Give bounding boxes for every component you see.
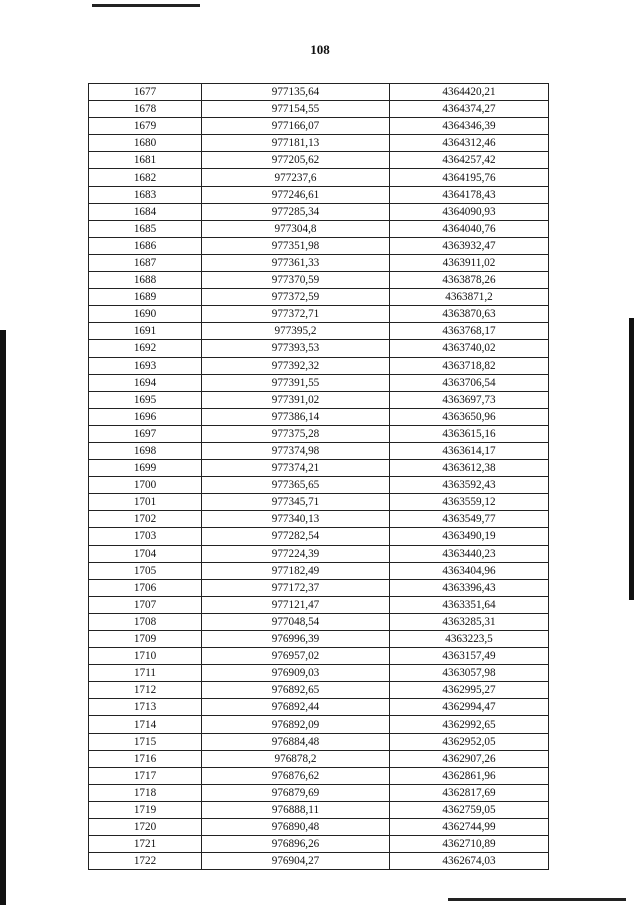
table-row bbox=[89, 425, 549, 442]
y-coordinate-cell: 4364040,76 bbox=[390, 220, 549, 237]
x-coordinate-cell: 977166,07 bbox=[202, 118, 390, 135]
scan-artifact-left-edge bbox=[0, 330, 6, 905]
point-number-cell: 1718 bbox=[89, 784, 202, 801]
x-coordinate-cell: 977135,64 bbox=[202, 84, 390, 101]
point-number-cell: 1702 bbox=[89, 511, 202, 528]
table-row bbox=[89, 442, 549, 459]
table-row bbox=[89, 801, 549, 818]
y-coordinate-cell: 4362710,89 bbox=[390, 836, 549, 853]
table-row bbox=[89, 733, 549, 750]
table-row bbox=[89, 545, 549, 562]
x-coordinate-cell: 977391,55 bbox=[202, 374, 390, 391]
coordinates-table bbox=[88, 83, 549, 870]
point-number-cell: 1715 bbox=[89, 733, 202, 750]
table-row bbox=[89, 784, 549, 801]
point-number-cell: 1713 bbox=[89, 699, 202, 716]
table-row bbox=[89, 135, 549, 152]
y-coordinate-cell: 4364257,42 bbox=[390, 152, 549, 169]
point-number-cell: 1689 bbox=[89, 289, 202, 306]
x-coordinate-cell: 977392,32 bbox=[202, 357, 390, 374]
point-number-cell: 1696 bbox=[89, 408, 202, 425]
table-row bbox=[89, 323, 549, 340]
point-number-cell: 1710 bbox=[89, 648, 202, 665]
point-number-cell: 1707 bbox=[89, 596, 202, 613]
y-coordinate-cell: 4363932,47 bbox=[390, 237, 549, 254]
point-number-cell: 1677 bbox=[89, 84, 202, 101]
y-coordinate-cell: 4363559,12 bbox=[390, 494, 549, 511]
table-row bbox=[89, 682, 549, 699]
point-number-cell: 1691 bbox=[89, 323, 202, 340]
table-row bbox=[89, 186, 549, 203]
table-row bbox=[89, 237, 549, 254]
point-number-cell: 1705 bbox=[89, 562, 202, 579]
point-number-cell: 1681 bbox=[89, 152, 202, 169]
y-coordinate-cell: 4364195,76 bbox=[390, 169, 549, 186]
y-coordinate-cell: 4363351,64 bbox=[390, 596, 549, 613]
y-coordinate-cell: 4363440,23 bbox=[390, 545, 549, 562]
table-row bbox=[89, 254, 549, 271]
y-coordinate-cell: 4362674,03 bbox=[390, 853, 549, 870]
x-coordinate-cell: 976879,69 bbox=[202, 784, 390, 801]
x-coordinate-cell: 977205,62 bbox=[202, 152, 390, 169]
point-number-cell: 1688 bbox=[89, 272, 202, 289]
table-row bbox=[89, 665, 549, 682]
y-coordinate-cell: 4362744,99 bbox=[390, 819, 549, 836]
y-coordinate-cell: 4362907,26 bbox=[390, 750, 549, 767]
x-coordinate-cell: 977372,59 bbox=[202, 289, 390, 306]
y-coordinate-cell: 4364346,39 bbox=[390, 118, 549, 135]
table-row bbox=[89, 357, 549, 374]
point-number-cell: 1706 bbox=[89, 579, 202, 596]
table-row bbox=[89, 203, 549, 220]
point-number-cell: 1704 bbox=[89, 545, 202, 562]
y-coordinate-cell: 4362994,47 bbox=[390, 699, 549, 716]
x-coordinate-cell: 976878,2 bbox=[202, 750, 390, 767]
point-number-cell: 1693 bbox=[89, 357, 202, 374]
point-number-cell: 1711 bbox=[89, 665, 202, 682]
x-coordinate-cell: 977285,34 bbox=[202, 203, 390, 220]
coordinates-table-body bbox=[89, 84, 549, 870]
table-row bbox=[89, 220, 549, 237]
y-coordinate-cell: 4364374,27 bbox=[390, 101, 549, 118]
y-coordinate-cell: 4362992,65 bbox=[390, 716, 549, 733]
y-coordinate-cell: 4363549,77 bbox=[390, 511, 549, 528]
point-number-cell: 1683 bbox=[89, 186, 202, 203]
table-row bbox=[89, 511, 549, 528]
x-coordinate-cell: 977181,13 bbox=[202, 135, 390, 152]
point-number-cell: 1703 bbox=[89, 528, 202, 545]
point-number-cell: 1686 bbox=[89, 237, 202, 254]
page-number: 108 bbox=[310, 42, 330, 57]
x-coordinate-cell: 977282,54 bbox=[202, 528, 390, 545]
x-coordinate-cell: 977182,49 bbox=[202, 562, 390, 579]
table-row bbox=[89, 596, 549, 613]
x-coordinate-cell: 977372,71 bbox=[202, 306, 390, 323]
table-row bbox=[89, 819, 549, 836]
table-row bbox=[89, 631, 549, 648]
x-coordinate-cell: 977340,13 bbox=[202, 511, 390, 528]
table-row bbox=[89, 579, 549, 596]
point-number-cell: 1694 bbox=[89, 374, 202, 391]
table-row bbox=[89, 340, 549, 357]
y-coordinate-cell: 4363157,49 bbox=[390, 648, 549, 665]
x-coordinate-cell: 976888,11 bbox=[202, 801, 390, 818]
point-number-cell: 1720 bbox=[89, 819, 202, 836]
y-coordinate-cell: 4363592,43 bbox=[390, 477, 549, 494]
x-coordinate-cell: 976896,26 bbox=[202, 836, 390, 853]
scan-artifact-bottom bbox=[448, 898, 626, 901]
point-number-cell: 1684 bbox=[89, 203, 202, 220]
x-coordinate-cell: 977391,02 bbox=[202, 391, 390, 408]
x-coordinate-cell: 976909,03 bbox=[202, 665, 390, 682]
x-coordinate-cell: 977345,71 bbox=[202, 494, 390, 511]
point-number-cell: 1721 bbox=[89, 836, 202, 853]
x-coordinate-cell: 976884,48 bbox=[202, 733, 390, 750]
y-coordinate-cell: 4363650,96 bbox=[390, 408, 549, 425]
x-coordinate-cell: 977224,39 bbox=[202, 545, 390, 562]
y-coordinate-cell: 4362759,05 bbox=[390, 801, 549, 818]
y-coordinate-cell: 4363740,02 bbox=[390, 340, 549, 357]
table-row bbox=[89, 391, 549, 408]
table-row bbox=[89, 699, 549, 716]
scan-artifact-top bbox=[92, 4, 200, 7]
y-coordinate-cell: 4363697,73 bbox=[390, 391, 549, 408]
y-coordinate-cell: 4363614,17 bbox=[390, 442, 549, 459]
x-coordinate-cell: 976892,65 bbox=[202, 682, 390, 699]
table-row bbox=[89, 289, 549, 306]
table-row bbox=[89, 750, 549, 767]
table-row bbox=[89, 853, 549, 870]
y-coordinate-cell: 4362817,69 bbox=[390, 784, 549, 801]
point-number-cell: 1697 bbox=[89, 425, 202, 442]
point-number-cell: 1717 bbox=[89, 767, 202, 784]
y-coordinate-cell: 4363870,63 bbox=[390, 306, 549, 323]
x-coordinate-cell: 976890,48 bbox=[202, 819, 390, 836]
y-coordinate-cell: 4364420,21 bbox=[390, 84, 549, 101]
y-coordinate-cell: 4363706,54 bbox=[390, 374, 549, 391]
y-coordinate-cell: 4362952,05 bbox=[390, 733, 549, 750]
point-number-cell: 1698 bbox=[89, 442, 202, 459]
point-number-cell: 1708 bbox=[89, 613, 202, 630]
y-coordinate-cell: 4363878,26 bbox=[390, 272, 549, 289]
x-coordinate-cell: 976876,62 bbox=[202, 767, 390, 784]
point-number-cell: 1714 bbox=[89, 716, 202, 733]
x-coordinate-cell: 977361,33 bbox=[202, 254, 390, 271]
table-row bbox=[89, 613, 549, 630]
point-number-cell: 1690 bbox=[89, 306, 202, 323]
y-coordinate-cell: 4362861,96 bbox=[390, 767, 549, 784]
x-coordinate-cell: 977395,2 bbox=[202, 323, 390, 340]
y-coordinate-cell: 4363404,96 bbox=[390, 562, 549, 579]
table-row bbox=[89, 306, 549, 323]
point-number-cell: 1701 bbox=[89, 494, 202, 511]
table-row bbox=[89, 648, 549, 665]
x-coordinate-cell: 976904,27 bbox=[202, 853, 390, 870]
table-row bbox=[89, 836, 549, 853]
y-coordinate-cell: 4363490,19 bbox=[390, 528, 549, 545]
point-number-cell: 1716 bbox=[89, 750, 202, 767]
table-row bbox=[89, 272, 549, 289]
point-number-cell: 1695 bbox=[89, 391, 202, 408]
y-coordinate-cell: 4363057,98 bbox=[390, 665, 549, 682]
x-coordinate-cell: 977121,47 bbox=[202, 596, 390, 613]
x-coordinate-cell: 977048,54 bbox=[202, 613, 390, 630]
x-coordinate-cell: 977374,21 bbox=[202, 460, 390, 477]
point-number-cell: 1700 bbox=[89, 477, 202, 494]
y-coordinate-cell: 4362995,27 bbox=[390, 682, 549, 699]
x-coordinate-cell: 977370,59 bbox=[202, 272, 390, 289]
table-row bbox=[89, 767, 549, 784]
x-coordinate-cell: 977365,65 bbox=[202, 477, 390, 494]
table-row bbox=[89, 374, 549, 391]
point-number-cell: 1687 bbox=[89, 254, 202, 271]
x-coordinate-cell: 976996,39 bbox=[202, 631, 390, 648]
x-coordinate-cell: 977386,14 bbox=[202, 408, 390, 425]
table-row bbox=[89, 84, 549, 101]
x-coordinate-cell: 977374,98 bbox=[202, 442, 390, 459]
y-coordinate-cell: 4363871,2 bbox=[390, 289, 549, 306]
table-row bbox=[89, 477, 549, 494]
table-row bbox=[89, 118, 549, 135]
table-row bbox=[89, 101, 549, 118]
x-coordinate-cell: 976957,02 bbox=[202, 648, 390, 665]
y-coordinate-cell: 4363612,38 bbox=[390, 460, 549, 477]
x-coordinate-cell: 977351,98 bbox=[202, 237, 390, 254]
point-number-cell: 1699 bbox=[89, 460, 202, 477]
x-coordinate-cell: 977237,6 bbox=[202, 169, 390, 186]
point-number-cell: 1680 bbox=[89, 135, 202, 152]
table-row bbox=[89, 460, 549, 477]
table-row bbox=[89, 494, 549, 511]
y-coordinate-cell: 4364090,93 bbox=[390, 203, 549, 220]
x-coordinate-cell: 976892,44 bbox=[202, 699, 390, 716]
x-coordinate-cell: 977154,55 bbox=[202, 101, 390, 118]
point-number-cell: 1722 bbox=[89, 853, 202, 870]
point-number-cell: 1678 bbox=[89, 101, 202, 118]
y-coordinate-cell: 4364312,46 bbox=[390, 135, 549, 152]
point-number-cell: 1719 bbox=[89, 801, 202, 818]
table-row bbox=[89, 408, 549, 425]
y-coordinate-cell: 4363396,43 bbox=[390, 579, 549, 596]
table-row bbox=[89, 562, 549, 579]
x-coordinate-cell: 977304,8 bbox=[202, 220, 390, 237]
scan-artifact-right-edge bbox=[629, 318, 634, 600]
y-coordinate-cell: 4364178,43 bbox=[390, 186, 549, 203]
y-coordinate-cell: 4363718,82 bbox=[390, 357, 549, 374]
y-coordinate-cell: 4363911,02 bbox=[390, 254, 549, 271]
point-number-cell: 1685 bbox=[89, 220, 202, 237]
y-coordinate-cell: 4363223,5 bbox=[390, 631, 549, 648]
table-row bbox=[89, 169, 549, 186]
x-coordinate-cell: 976892,09 bbox=[202, 716, 390, 733]
y-coordinate-cell: 4363615,16 bbox=[390, 425, 549, 442]
point-number-cell: 1692 bbox=[89, 340, 202, 357]
table-row bbox=[89, 152, 549, 169]
y-coordinate-cell: 4363768,17 bbox=[390, 323, 549, 340]
table-row bbox=[89, 716, 549, 733]
x-coordinate-cell: 977246,61 bbox=[202, 186, 390, 203]
x-coordinate-cell: 977375,28 bbox=[202, 425, 390, 442]
point-number-cell: 1712 bbox=[89, 682, 202, 699]
x-coordinate-cell: 977393,53 bbox=[202, 340, 390, 357]
point-number-cell: 1709 bbox=[89, 631, 202, 648]
y-coordinate-cell: 4363285,31 bbox=[390, 613, 549, 630]
point-number-cell: 1679 bbox=[89, 118, 202, 135]
table-row bbox=[89, 528, 549, 545]
point-number-cell: 1682 bbox=[89, 169, 202, 186]
x-coordinate-cell: 977172,37 bbox=[202, 579, 390, 596]
